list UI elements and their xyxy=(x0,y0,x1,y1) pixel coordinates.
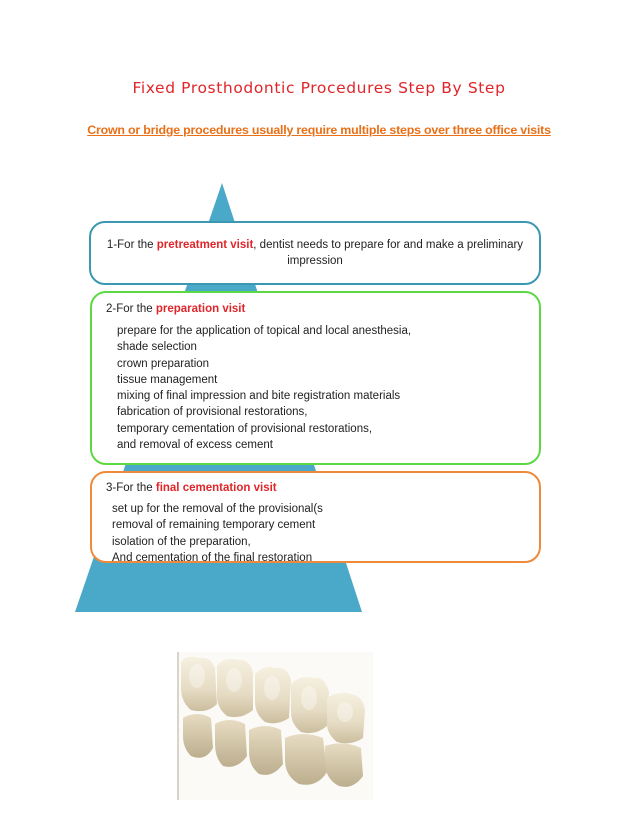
list-item: prepare for the application of topical and local anesthesia, xyxy=(117,325,412,337)
visit-3-list xyxy=(112,501,323,566)
visit-1-box xyxy=(89,221,541,285)
list-item: set up for the removal of the provisional(s xyxy=(112,503,323,515)
list-item: crown preparation xyxy=(117,357,210,370)
dental-bridge-photo xyxy=(177,652,373,800)
visit-1-text: 1-For the pretreatment visit, dentist needs to prepare for and make a preliminary impression xyxy=(106,239,524,268)
visit-3-box xyxy=(90,471,541,563)
list-item: tissue management xyxy=(117,373,218,386)
page-subtitle: Crown or bridge procedures usually require multiple steps over three office visits xyxy=(87,123,551,137)
list-item: and removal of excess cement xyxy=(117,439,273,452)
visit-2-highlight: preparation visit xyxy=(155,303,246,315)
list-item: isolation of the preparation, xyxy=(112,535,251,548)
list-item: shade selection xyxy=(117,341,197,354)
list-item: And cementation of the final restoration xyxy=(112,551,313,564)
list-item: fabrication of provisional restorations, xyxy=(117,406,308,419)
visit-2-box xyxy=(90,291,541,465)
visit-3-highlight: final cementation visit xyxy=(155,482,277,494)
visit-1-highlight: pretreatment visit xyxy=(156,239,254,251)
visit-2-list xyxy=(117,323,411,453)
page-title: Fixed Prosthodontic Procedures Step By Step xyxy=(132,79,506,97)
visit-3-header: 3-For the final cementation visit xyxy=(106,482,277,494)
list-item: mixing of final impression and bite registration materials xyxy=(117,390,401,403)
list-item: removal of remaining temporary cement xyxy=(112,519,316,532)
list-item: temporary cementation of provisional restorations, xyxy=(117,422,373,435)
visit-2-header: 2-For the preparation visit xyxy=(106,303,246,315)
